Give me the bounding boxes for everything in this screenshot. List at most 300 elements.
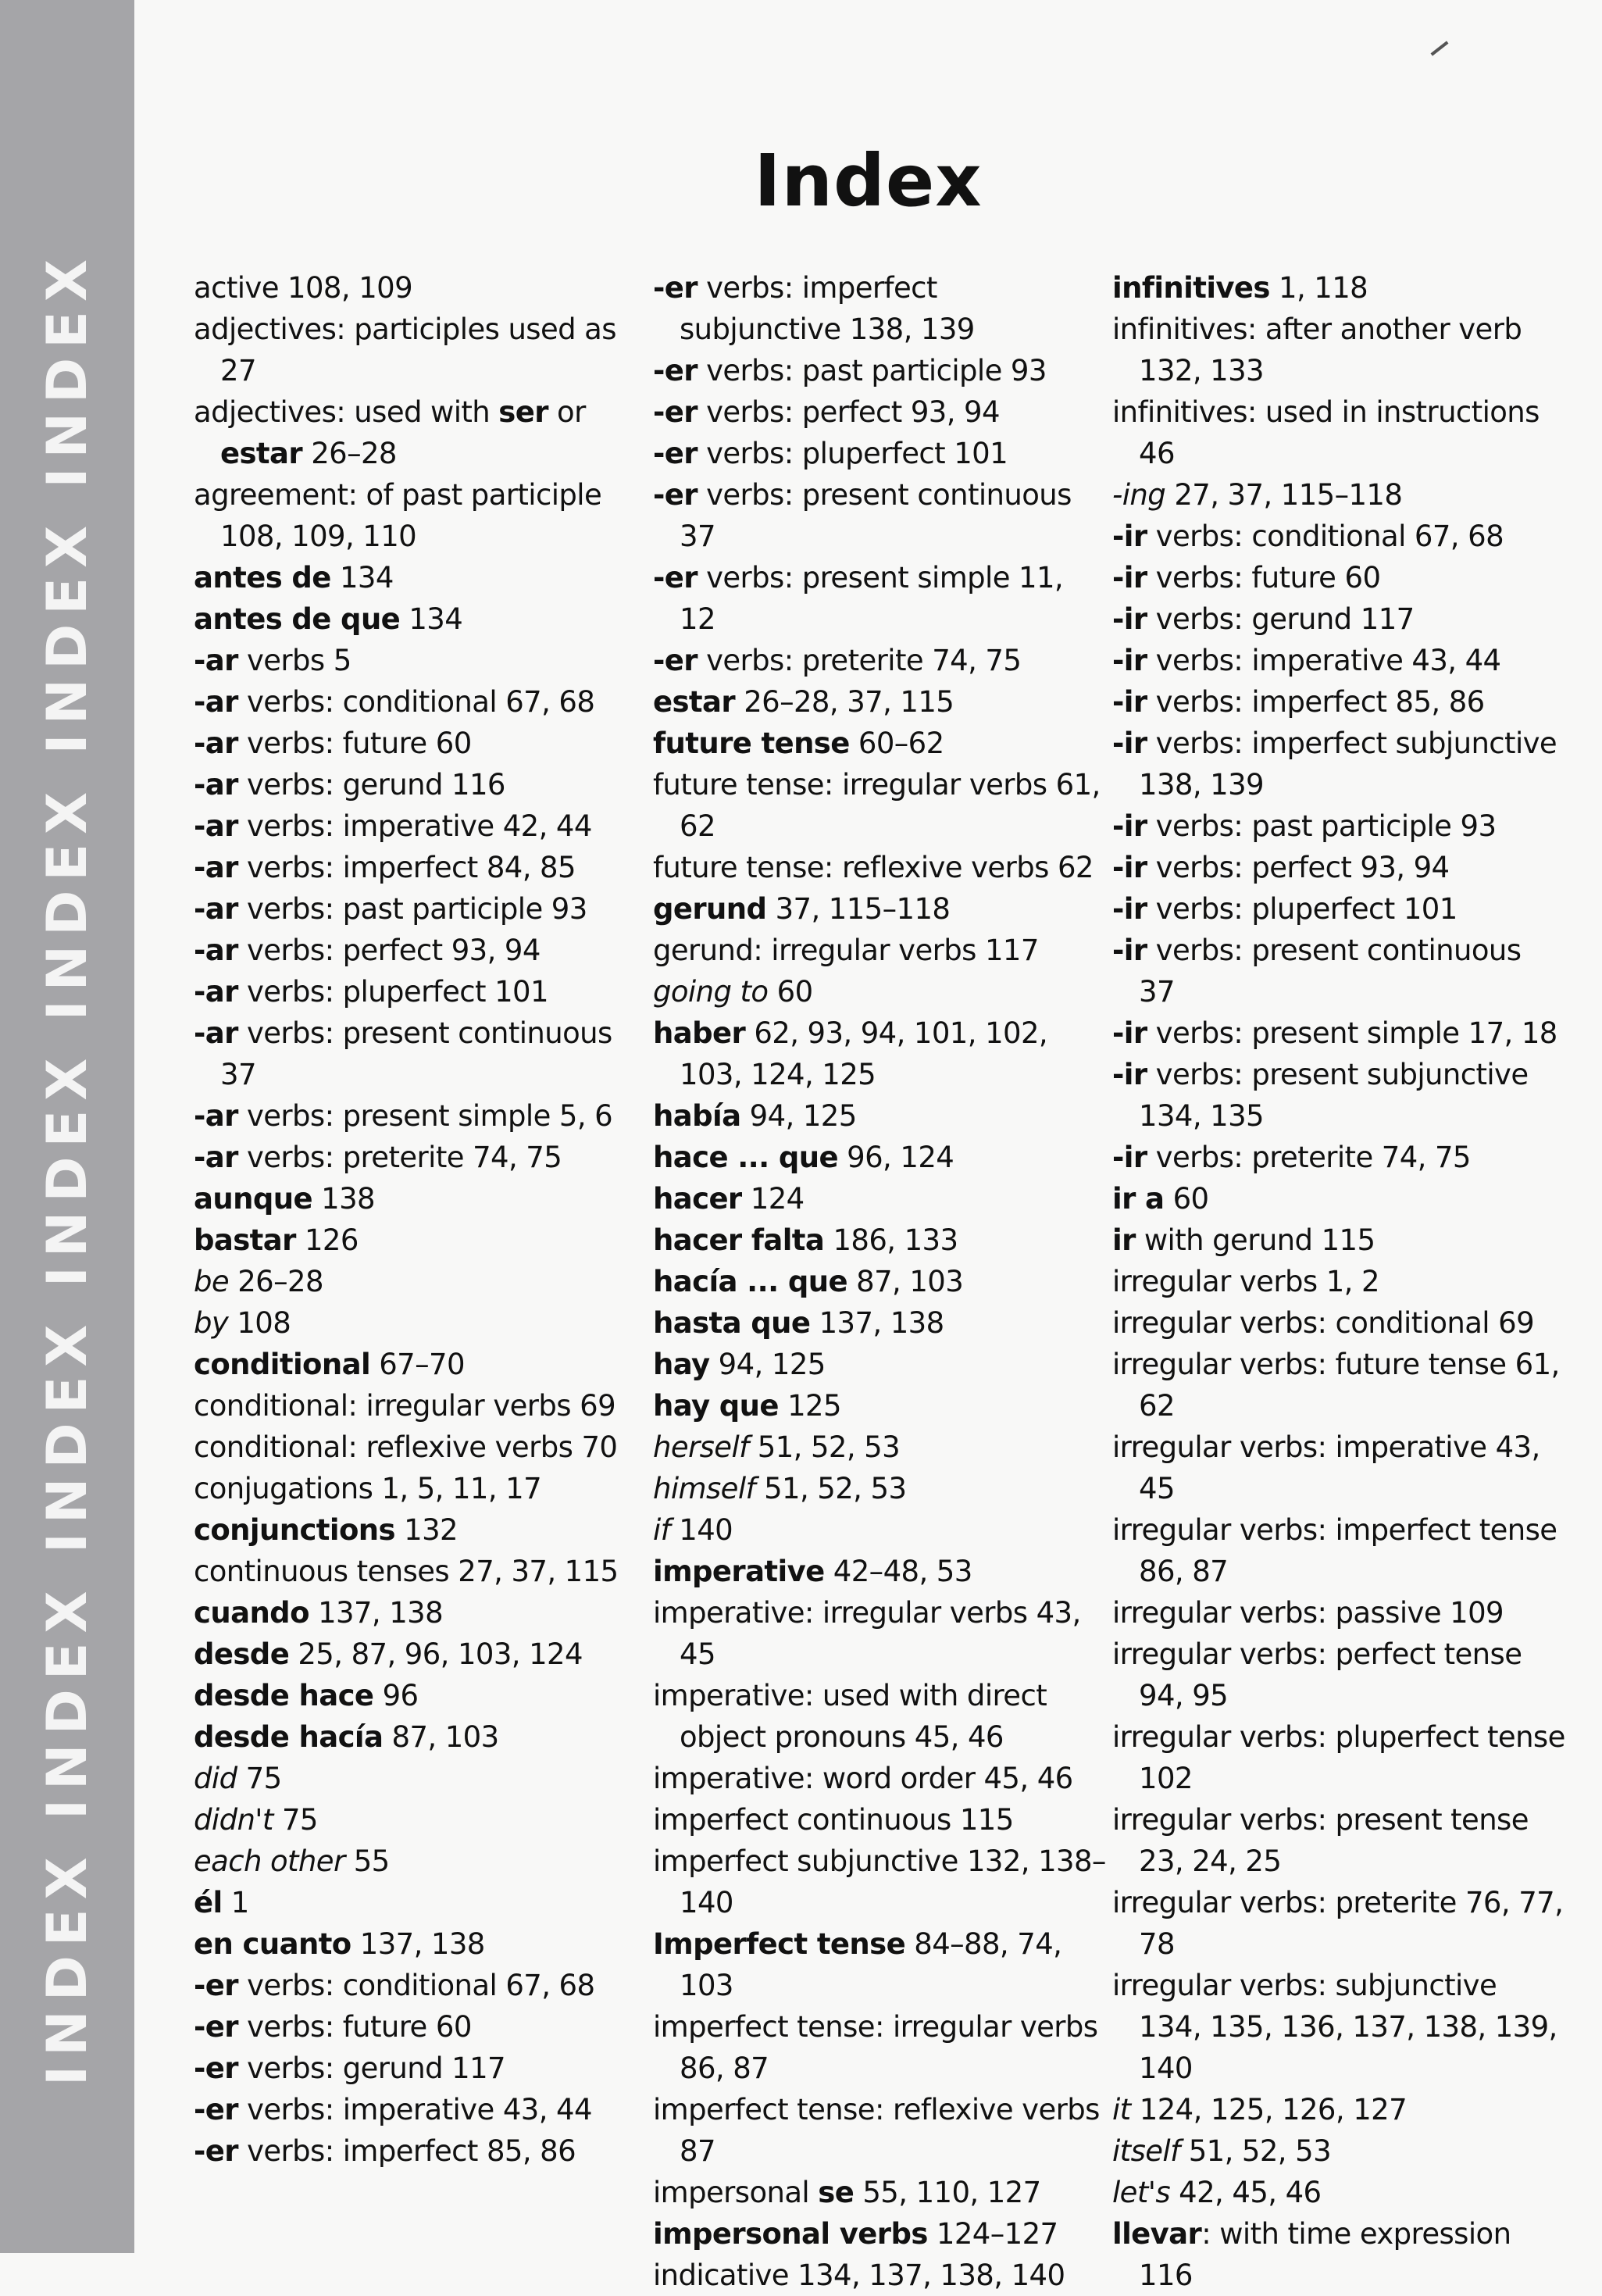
index-term: verbs — [237, 644, 325, 677]
index-pages: 25, 87, 96, 103, 124 — [298, 1637, 583, 1671]
index-term: aunque — [194, 1182, 312, 1216]
index-entry — [194, 1261, 647, 1302]
index-term: gerund — [653, 892, 767, 926]
index-term: -er — [653, 437, 698, 470]
index-pages: 87, 103 — [856, 1265, 964, 1298]
index-term: -ir — [1112, 727, 1147, 760]
index-term: verbs: imperfect — [237, 2134, 478, 2168]
index-entry — [1112, 516, 1565, 557]
index-term: irregular verbs — [1112, 1265, 1318, 1298]
index-entry — [1112, 723, 1565, 805]
index-pages: 132 — [404, 1513, 458, 1547]
index-pages: 60 — [435, 727, 472, 760]
index-term: verbs: past participle — [1147, 809, 1452, 843]
index-entry — [653, 391, 1106, 433]
index-pages: 116 — [1139, 2259, 1193, 2292]
index-term: impersonal — [653, 2176, 819, 2209]
index-term: imperfect continuous — [653, 1803, 951, 1837]
index-pages: 27 — [220, 354, 256, 387]
index-sidebar — [0, 0, 134, 2253]
index-term: irregular verbs: preterite — [1112, 1886, 1457, 1919]
index-term: irregular verbs: passive — [1112, 1596, 1441, 1630]
index-entry — [194, 1509, 647, 1551]
index-term: conditional: reflexive verbs — [194, 1430, 573, 1464]
index-entry — [194, 930, 647, 971]
index-entry — [1112, 1219, 1565, 1261]
index-pages: 37 — [680, 520, 715, 553]
index-term: hay — [653, 1348, 710, 1381]
index-pages: 37 — [1139, 975, 1175, 1009]
index-term: didn't — [194, 1803, 273, 1837]
index-pages: 60 — [1172, 1182, 1209, 1216]
index-term: hacer — [653, 1182, 742, 1216]
index-entry — [194, 1551, 647, 1592]
index-term: verbs: future — [237, 2010, 427, 2044]
index-term: -ar — [194, 644, 238, 677]
index-term: -er — [194, 2010, 238, 2044]
index-term: going to — [653, 975, 769, 1009]
index-pages: 61, 62 — [680, 768, 1101, 843]
index-entry — [653, 1551, 1106, 1592]
index-term: irregular verbs: future tense — [1112, 1348, 1507, 1381]
index-pages: 86, 87 — [680, 2051, 769, 2085]
index-term: herself — [653, 1430, 749, 1464]
index-pages: 51, 52, 53 — [1188, 2134, 1332, 2168]
index-entry — [653, 433, 1106, 474]
index-entry — [194, 1799, 647, 1841]
index-term: hacer falta — [653, 1223, 825, 1257]
index-term: desde hace — [194, 1679, 374, 1712]
index-pages: 94, 125 — [749, 1099, 857, 1133]
index-pages: 138, 139 — [849, 312, 975, 346]
index-pages: 61, 62 — [1139, 1348, 1560, 1423]
index-pages: 51, 52, 53 — [764, 1472, 907, 1505]
index-entry — [653, 723, 1106, 764]
index-pages: 69 — [1498, 1306, 1535, 1340]
index-entry — [194, 1592, 647, 1634]
index-term: verbs: present simple — [1147, 1016, 1460, 1050]
index-term: verbs: present simple — [697, 561, 1010, 595]
index-pages: 1, 5, 11, 17 — [381, 1472, 542, 1505]
index-entry — [194, 2006, 647, 2048]
index-pages: 5 — [333, 644, 351, 677]
index-pages: 115 — [1321, 1223, 1375, 1257]
index-pages: 26–28, 37, 115 — [744, 685, 954, 719]
index-pages: 67, 68 — [505, 685, 595, 719]
index-entry — [194, 805, 647, 847]
index-term: -ar — [194, 975, 238, 1009]
index-term: imperative: word order — [653, 1762, 976, 1795]
index-pages: 124, 125, 126, 127 — [1139, 2093, 1408, 2126]
index-entry — [1112, 309, 1565, 391]
index-entry — [653, 1261, 1106, 1302]
index-term: -ir — [1112, 644, 1147, 677]
index-term: if — [653, 1513, 671, 1547]
index-entry — [653, 971, 1106, 1012]
index-term: be — [194, 1265, 230, 1298]
index-entry — [1112, 640, 1565, 681]
index-term: -ir — [1112, 561, 1147, 595]
index-entry — [653, 1923, 1106, 2006]
index-term: verbs: preterite — [1147, 1141, 1373, 1174]
index-entry — [1112, 2089, 1565, 2130]
index-entry — [653, 1095, 1106, 1137]
index-term: verbs: past participle — [697, 354, 1002, 387]
index-pages: 70 — [581, 1430, 618, 1464]
index-term: -ir — [1112, 892, 1147, 926]
index-term: estar — [220, 437, 303, 470]
index-entry — [194, 1095, 647, 1137]
index-pages: 86, 87 — [1139, 1555, 1229, 1588]
index-entry — [653, 1012, 1106, 1095]
index-pages: 43, 45 — [1139, 1430, 1540, 1505]
index-term: verbs: present simple — [237, 1099, 551, 1133]
index-term: desde hacía — [194, 1720, 384, 1754]
index-term: -ir — [1112, 520, 1147, 553]
index-term: did — [194, 1762, 237, 1795]
index-entry — [653, 2172, 1106, 2213]
index-entry — [1112, 1012, 1565, 1054]
index-term: adjectives: used with — [194, 395, 499, 429]
index-term: future tense — [653, 727, 850, 760]
index-pages: 69 — [580, 1389, 616, 1423]
index-entry — [194, 391, 647, 474]
index-term: bastar — [194, 1223, 296, 1257]
index-term: -ir — [1112, 685, 1147, 719]
index-term: irregular verbs: pluperfect tense — [1112, 1720, 1565, 1754]
index-term: verbs: gerund — [1147, 602, 1352, 636]
index-term: verbs: pluperfect — [237, 975, 486, 1009]
index-term: irregular verbs: present tense — [1112, 1803, 1529, 1837]
index-term: gerund: irregular verbs — [653, 934, 976, 967]
index-term: estar — [653, 685, 736, 719]
index-entry — [194, 723, 647, 764]
index-pages: 132, 138–140 — [680, 1844, 1106, 1919]
index-term: -er — [653, 561, 698, 595]
index-entry — [1112, 557, 1565, 598]
index-pages: 93 — [1460, 809, 1497, 843]
index-pages: 116 — [451, 768, 505, 802]
index-entry — [1112, 930, 1565, 1012]
index-term: -ir — [1112, 809, 1147, 843]
index-entry — [653, 640, 1106, 681]
index-entry — [194, 474, 647, 557]
index-term: verbs: present subjunctive — [1147, 1058, 1529, 1091]
index-pages: 26–28 — [237, 1265, 323, 1298]
index-term: verbs: future — [1147, 561, 1336, 595]
index-pages: 84, 85 — [486, 851, 576, 884]
index-entry — [1112, 1716, 1565, 1799]
index-entry — [1112, 681, 1565, 723]
index-term: impersonal verbs — [653, 2217, 928, 2251]
index-term: itself — [1112, 2134, 1180, 2168]
index-term: imperative — [653, 1555, 825, 1588]
index-pages: 37, 115–118 — [775, 892, 951, 926]
index-pages: 85, 86 — [486, 2134, 576, 2168]
index-term: había — [653, 1099, 741, 1133]
index-pages: 42, 45, 46 — [1179, 2176, 1322, 2209]
index-pages: 96 — [382, 1679, 419, 1712]
index-entry — [194, 971, 647, 1012]
index-pages: 27, 37, 115 — [458, 1555, 619, 1588]
index-term: antes de — [194, 561, 331, 595]
index-term: verbs: imperfect subjunctive — [1147, 727, 1557, 760]
index-entry — [653, 557, 1106, 640]
index-pages: 94, 95 — [1139, 1679, 1229, 1712]
index-term: imperfect tense: irregular verbs — [653, 2010, 1098, 2044]
index-term: -ar — [194, 768, 238, 802]
index-entry — [653, 1509, 1106, 1551]
index-entry — [194, 1758, 647, 1799]
index-term: hay que — [653, 1389, 779, 1423]
index-entry — [653, 2089, 1106, 2172]
index-entry — [1112, 1302, 1565, 1344]
pen-mark — [1431, 41, 1449, 55]
index-pages: 134, 135, 136, 137, 138, 139, 140 — [1139, 2010, 1557, 2085]
index-entry — [653, 681, 1106, 723]
index-entry — [194, 1716, 647, 1758]
index-entry — [194, 1634, 647, 1675]
index-term: with gerund — [1135, 1223, 1313, 1257]
index-term: imperative: irregular verbs — [653, 1596, 1028, 1630]
index-pages: 46 — [1139, 437, 1175, 470]
index-entry — [194, 309, 647, 391]
index-term: verbs: perfect — [697, 395, 902, 429]
index-term: it — [1112, 2093, 1131, 2126]
index-pages: 45, 46 — [983, 1762, 1073, 1795]
index-entry — [194, 1137, 647, 1178]
index-pages: 134, 137, 138, 140 — [797, 2259, 1065, 2292]
index-pages: 132, 133 — [1139, 354, 1264, 387]
index-term: en cuanto — [194, 1927, 351, 1961]
index-pages: 60 — [776, 975, 813, 1009]
index-entry — [1112, 1344, 1565, 1427]
index-pages: 93 — [551, 892, 587, 926]
index-pages: 93, 94 — [910, 395, 1000, 429]
page-title: Index — [754, 139, 983, 223]
index-term: -ar — [194, 727, 238, 760]
index-term: -ir — [1112, 1141, 1147, 1174]
index-term: verbs: imperative — [237, 809, 494, 843]
index-entry — [194, 847, 647, 888]
index-term: verbs: pluperfect — [697, 437, 946, 470]
index-pages: 43, 45 — [680, 1596, 1081, 1671]
index-pages: 125 — [787, 1389, 841, 1423]
index-entry — [653, 267, 1106, 350]
index-entry — [194, 1841, 647, 1882]
index-entry — [194, 598, 647, 640]
index-pages: 140 — [679, 1513, 733, 1547]
index-entry — [194, 1923, 647, 1965]
index-entry — [194, 1178, 647, 1219]
index-pages: 124–127 — [936, 2217, 1058, 2251]
index-term: -er — [194, 2134, 238, 2168]
index-entry — [194, 267, 647, 309]
index-pages: 42–48, 53 — [833, 1555, 972, 1588]
index-entry — [194, 557, 647, 598]
index-term: himself — [653, 1472, 755, 1505]
index-pages: 1 — [230, 1886, 249, 1919]
index-pages: 138 — [321, 1182, 375, 1216]
index-entry — [653, 1137, 1106, 1178]
index-pages: 74, 75 — [932, 644, 1022, 677]
index-entry — [653, 350, 1106, 391]
index-term: imperative: used with direct object pronouns — [653, 1679, 1047, 1754]
index-term: future tense: reflexive verbs — [653, 851, 1049, 884]
index-term: verbs: present continuous — [697, 478, 1072, 512]
index-pages: 137, 138 — [318, 1596, 444, 1630]
index-entry — [653, 1427, 1106, 1468]
index-term: infinitives — [1112, 271, 1270, 305]
index-entry — [653, 1592, 1106, 1675]
index-term: verbs: past participle — [237, 892, 543, 926]
index-pages: 102 — [1139, 1762, 1193, 1795]
index-entry — [194, 1675, 647, 1716]
index-entry — [1112, 598, 1565, 640]
index-pages: 60–62 — [858, 727, 944, 760]
index-term: verbs: conditional — [1147, 520, 1406, 553]
index-entry — [194, 640, 647, 681]
index-pages: 75 — [245, 1762, 282, 1795]
index-term: -ar — [194, 934, 238, 967]
index-entry — [194, 1427, 647, 1468]
index-term: -ir — [1112, 602, 1147, 636]
index-term: or — [548, 395, 586, 429]
index-term: irregular verbs: perfect tense — [1112, 1637, 1522, 1671]
index-pages: 17, 18 — [1468, 1016, 1557, 1050]
index-pages: 137, 138 — [819, 1306, 944, 1340]
index-entry — [653, 1675, 1106, 1758]
index-term: -ir — [1112, 1016, 1147, 1050]
index-entry — [1112, 1509, 1565, 1592]
index-pages: 74, 75 — [473, 1141, 562, 1174]
index-term: verbs: present continuous — [237, 1016, 612, 1050]
index-pages: 108, 109, 110 — [220, 520, 417, 553]
index-term: hacía ... que — [653, 1265, 847, 1298]
index-pages: 126 — [304, 1223, 359, 1257]
index-term: irregular verbs: imperative — [1112, 1430, 1487, 1464]
index-pages: 27, 37, 115–118 — [1174, 478, 1403, 512]
index-entry — [653, 930, 1106, 971]
index-entry — [653, 1219, 1106, 1261]
index-entry — [194, 1882, 647, 1923]
index-term: hasta que — [653, 1306, 811, 1340]
index-term: -ar — [194, 851, 238, 884]
index-pages: 1, 118 — [1279, 271, 1368, 305]
index-entry — [653, 1302, 1106, 1344]
index-term: verbs: pluperfect — [1147, 892, 1395, 926]
index-term: haber — [653, 1016, 746, 1050]
index-entry — [194, 888, 647, 930]
index-entry — [653, 2255, 1106, 2296]
index-term: ir a — [1112, 1182, 1165, 1216]
index-pages: 26–28 — [311, 437, 397, 470]
index-entry — [653, 764, 1106, 847]
index-entry — [194, 681, 647, 723]
index-pages: 96, 124 — [847, 1141, 954, 1174]
index-pages: 134, 135 — [1139, 1099, 1264, 1133]
index-term: verbs: preterite — [697, 644, 924, 677]
index-term: -er — [194, 2093, 238, 2126]
index-term: verbs: gerund — [237, 768, 443, 802]
index-entry — [194, 1302, 647, 1344]
index-entry — [1112, 1592, 1565, 1634]
index-entry — [653, 474, 1106, 557]
index-entry — [1112, 1882, 1565, 1965]
index-entry — [653, 2213, 1106, 2255]
index-pages: 67, 68 — [1414, 520, 1504, 553]
index-pages: 87 — [680, 2134, 715, 2168]
index-entry — [1112, 267, 1565, 309]
index-pages: 124 — [750, 1182, 805, 1216]
index-pages: 43, 44 — [502, 2093, 592, 2126]
index-term: Imperfect tense — [653, 1927, 906, 1961]
index-entry — [1112, 1178, 1565, 1219]
index-term: -er — [653, 395, 698, 429]
index-pages: 109 — [1450, 1596, 1504, 1630]
index-term: verbs: gerund — [237, 2051, 443, 2085]
index-term: -er — [194, 1969, 238, 2002]
index-term: agreement: of past participle — [194, 478, 602, 512]
index-term: indicative — [653, 2259, 789, 2292]
index-entry — [194, 2089, 647, 2130]
index-column-1 — [194, 267, 647, 2172]
index-entry — [653, 1758, 1106, 1799]
index-term: verbs: conditional — [237, 685, 498, 719]
index-term: -er — [653, 478, 698, 512]
index-term: -er — [194, 2051, 238, 2085]
index-entry — [653, 1799, 1106, 1841]
index-term: verbs: conditional — [237, 1969, 498, 2002]
index-term: future tense: irregular verbs — [653, 768, 1047, 802]
index-pages: 85, 86 — [1395, 685, 1485, 719]
index-term: infinitives: used in instructions — [1112, 395, 1540, 429]
index-entry — [1112, 1634, 1565, 1716]
index-term: -er — [653, 644, 698, 677]
index-term: -ar — [194, 685, 238, 719]
index-pages: 62, 93, 94, 101, 102, 103, 124, 125 — [680, 1016, 1048, 1091]
index-term: -ar — [194, 1099, 238, 1133]
index-pages: 11, 12 — [680, 561, 1064, 636]
index-entry — [194, 1344, 647, 1385]
index-term: verbs: present continuous — [1147, 934, 1522, 967]
index-term: ir — [1112, 1223, 1136, 1257]
index-entry — [1112, 2130, 1565, 2172]
index-term: imperfect tense: reflexive verbs — [653, 2093, 1100, 2126]
index-pages: 108 — [237, 1306, 291, 1340]
index-term: verbs: future — [237, 727, 427, 760]
index-pages: 62 — [1057, 851, 1094, 884]
index-pages: 23, 24, 25 — [1139, 1844, 1282, 1878]
index-term: se — [818, 2176, 855, 2209]
index-entry — [194, 2130, 647, 2172]
index-entry — [653, 888, 1106, 930]
index-term: irregular verbs: imperfect tense — [1112, 1513, 1557, 1547]
index-pages: 137, 138 — [359, 1927, 485, 1961]
index-entry — [1112, 1261, 1565, 1302]
index-entry — [194, 1012, 647, 1095]
index-term: verbs: imperfect — [237, 851, 478, 884]
index-entry — [653, 1344, 1106, 1385]
index-pages: 42, 44 — [502, 809, 592, 843]
index-pages: 51, 52, 53 — [757, 1430, 901, 1464]
index-term: llevar — [1112, 2217, 1202, 2251]
index-pages: 117 — [451, 2051, 505, 2085]
index-term: hace ... que — [653, 1141, 838, 1174]
index-entry — [653, 1385, 1106, 1427]
index-pages: 55 — [353, 1844, 390, 1878]
index-term: irregular verbs: conditional — [1112, 1306, 1490, 1340]
